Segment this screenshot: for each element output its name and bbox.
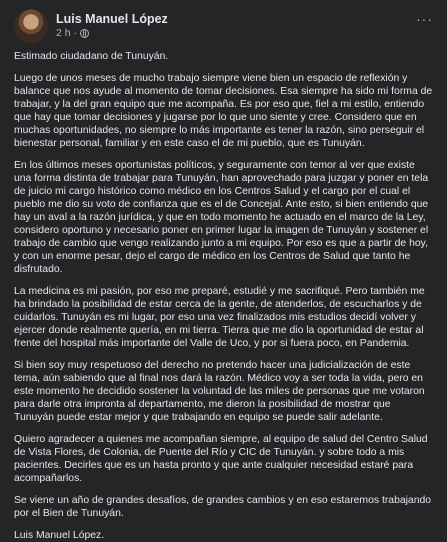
post-paragraph: Se viene un año de grandes desafíos, de grandes cambios y en eso estaremos trabajando por el Bien de Tunuyán. <box>14 495 432 519</box>
post-header-text <box>56 12 168 40</box>
post-meta <box>56 26 168 40</box>
globe-icon <box>80 29 89 38</box>
meta-separator: · <box>73 27 78 39</box>
post-paragraph: Quiero agradecer a quienes me acompañan siempre, al equipo de salud del Centro Salud de Vista Flores, de Colonia, de Puente del Río y CIC de Tunuyán. y sobre todo a mis pacientes. Decirles que es un hasta pronto y que ante cualquier necesidad estaré para acompañarlos. <box>14 434 428 484</box>
post-signature: Luis Manuel López. <box>14 530 105 541</box>
post-time[interactable]: 2 h <box>56 27 71 39</box>
avatar[interactable] <box>14 9 48 43</box>
more-options-icon[interactable]: ··· <box>416 11 433 27</box>
post-body <box>14 50 433 542</box>
post-paragraph: Luego de unos meses de mucho trabajo siempre viene bien un espacio de reflexión y balance que nos ayude al momento de tomar decisiones. Esa siempre ha sido mi forma de trabajar, y la del gran equipo que me acompaña. Es por eso que, fiel a mi estilo, entiendo que hay que tomar decisiones y jugarse por lo que uno siente y cree. Considero que en muchas oportunidades, no siempre lo más importante es tener la razón, sino perseguir el bienestar personal, familiar y en este caso el de mi pueblo, que es Tunuyán. <box>14 73 433 149</box>
author-name[interactable]: Luis Manuel López <box>56 12 168 26</box>
post-header <box>14 8 433 44</box>
post-paragraph: En los últimos meses oportunistas políticos, y seguramente con temor al ver que existe una forma distinta de trabajar para Tunuyán, han aprovechado para juzgar y poner en tela de juicio mi cargo histórico como médico en los Centros Salud y el cargo por el cual el pueblo me dio su voto de confianza que es el de Concejal. Ante esto, si bien entiendo que hay un aval a la razón jurídica, y que en todo momento he actuado en el marco de la Ley, considero oportuno y necesario poner en primer lugar la imagen de Tunuyán y sostener el trabajo de cambio que vengo realizando junto a mi equipo. Por eso es que a partir de hoy, y con un enorme pesar, dejo el cargo de médico en los Centros de Salud que tanto he disfrutado. <box>14 160 429 275</box>
post-paragraph: Si bien soy muy respetuoso del derecho no pretendo hacer una judicialización de este tema, aún sabiendo que al final nos dará la razón. Médico voy a ser toda la vida, pero en este momento he decidido sostener la voluntad de las miles de personas que me votaron para darle otra impronta al departamento, me dieron la posibilidad de mostrar que Tunuyán puede estar mejor y que trabajando en equipo se puede salir adelante. <box>14 360 425 423</box>
post-paragraph: Estimado ciudadano de Tunuyán. <box>14 51 169 62</box>
post-paragraph: La medicina es mi pasión, por eso me preparé, estudié y me sacrifiqué. Pero también me ha brindado la posibilidad de estar cerca de la gente, de atenderlos, de escucharlos y de cuidarlos. Tunuyán es mi lugar, por eso una vez finalizados mis estudios decidí volver y ejercer donde realmente quería, en mi tierra. Tierra que me dio la oportunidad de estar al frente del hospital más importante del Valle de Uco, y por si fuera poco, en Pandemia. <box>14 286 425 349</box>
